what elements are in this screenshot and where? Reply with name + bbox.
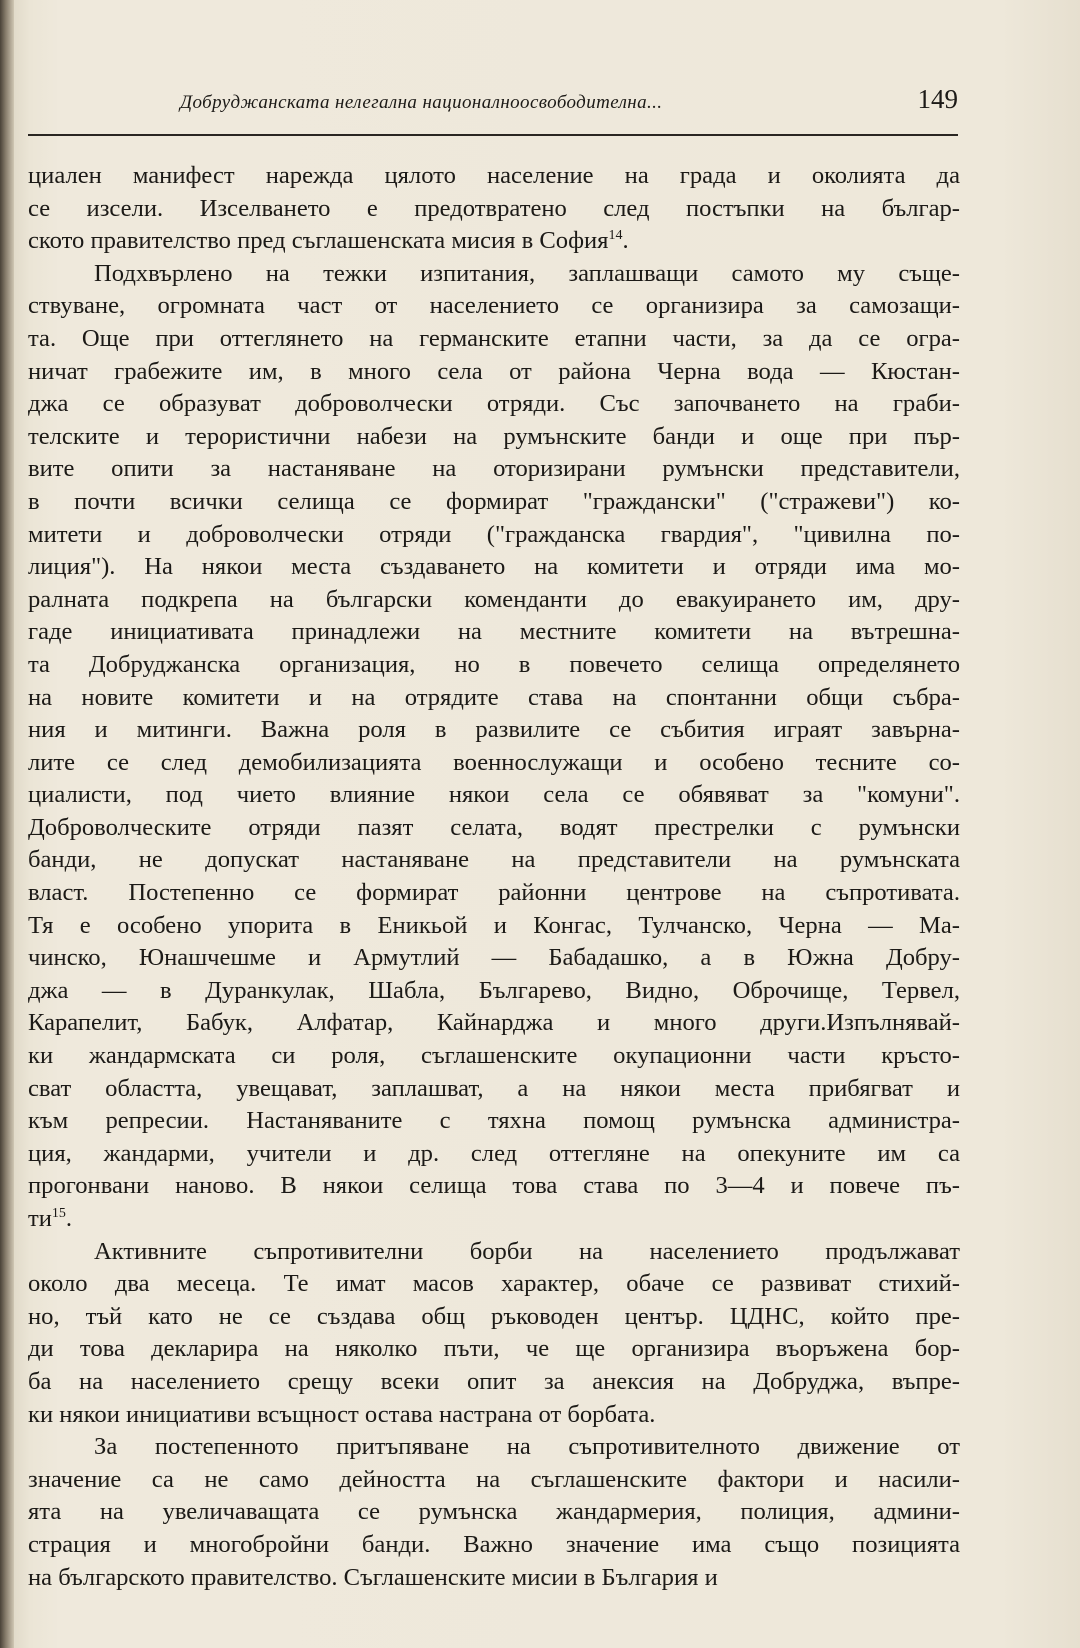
text-line: но, тъй като не се създава общ ръководен център. ЦДНС, който пре- <box>28 1302 960 1330</box>
text-line: $ти^{15}$. <box>28 1205 73 1232</box>
text-line: лиция"). На някои места създаването на комитети и отряди има мо- <box>28 553 960 581</box>
text-line: чинско, Юнашчешме и Армутлий — Бабадашко, а в Южна Добру- <box>28 944 960 972</box>
text-line: та. Още при оттеглянето на германските етапни части, за да се огра- <box>28 324 960 352</box>
text-line: прогонвани наново. В някои селища това става по 3—4 и повече пъ- <box>28 1172 960 1200</box>
text-line: циален манифест нарежда цялото население на града и околията да <box>28 162 960 189</box>
text-line: гаде инициативата принадлежи на местните комитети на вътрешна- <box>28 618 960 646</box>
book-binding-edge <box>0 0 14 1648</box>
text-line: ция, жандарми, учители и др. след оттегляне на опекуните им са <box>28 1139 960 1167</box>
text-line: телските и терористични набези на румънските банди и още при пър- <box>28 422 960 450</box>
text-line: вите опити за настаняване на оторизирани румънски представители, <box>28 455 960 483</box>
paragraph <box>28 1236 960 1432</box>
text-line: ния и митинги. Важна роля в развилите се събития играят завърна- <box>28 716 960 744</box>
text-line: власт. Постепенно се формират районни центрове на съпротивата. <box>28 879 960 907</box>
text-line: циалисти, под чието влияние някои села се обявяват за "комуни". <box>28 781 960 809</box>
text-line: Активните съпротивителни борби на населението продължават <box>94 1237 960 1265</box>
text-line: ди това декларира на няколко пъти, че ще организира въоръжена бор- <box>28 1335 960 1363</box>
sentence-end: . <box>622 227 629 255</box>
text-line: Доброволческите отряди пазят селата, водят престрелки с румънски <box>28 813 960 841</box>
text-line: ки някои инициативи всъщност остава настрана от борбата. <box>28 1400 656 1428</box>
text-line: ствуване, огромната част от населението се организира за самозащи- <box>28 292 960 320</box>
page-header <box>28 84 958 136</box>
paragraph <box>28 258 960 1236</box>
text-line: та Добруджанска организация, но в повечето селища определянето <box>28 650 960 678</box>
text-line: джа — в Дуранкулак, Шабла, Българево, Видно, Оброчище, Тервел, <box>28 976 960 1004</box>
text-line: на новите комитети и на отрядите става на спонтанни общи събра- <box>28 683 960 711</box>
text-line: сват областта, увещават, заплашват, а на някои места прибягват и <box>28 1074 960 1102</box>
paragraph <box>28 160 960 258</box>
text-line: към репресии. Настаняваните с тяхна помощ румънска администра- <box>28 1107 960 1135</box>
text-line: в почти всички селища се формират "граждански" ("стражеви") ко- <box>28 487 960 515</box>
text-line: ята на увеличаващата се румънска жандармерия, полиция, админи- <box>28 1498 960 1526</box>
text-line: Карапелит, Бабук, Алфатар, Кайнарджа и много други.Изпълнявай- <box>28 1009 960 1037</box>
sentence-end: . <box>65 1205 73 1232</box>
text-line: За постепенното притъпяване на съпротивителното движение от <box>94 1433 960 1461</box>
text-line: Подхвърлено на тежки изпитания, заплашващи самото му съще- <box>94 259 960 287</box>
header-rule <box>28 134 958 136</box>
text-line: страция и многобройни банди. Важно значение има също позицията <box>28 1530 960 1558</box>
text-line: на българското правителство. Съглашенските мисии в България и <box>28 1563 718 1591</box>
text-line: ничат грабежите им, в много села от района Черна вода — Кюстан- <box>28 357 960 385</box>
text-line: около два месеца. Те имат масов характер, обаче се развиват стихий- <box>28 1270 960 1298</box>
paragraph <box>28 1431 960 1594</box>
text-line: лите се след демобилизацията военнослужащи и особено тесните со- <box>28 748 960 776</box>
text-line: банди, не допускат настаняване на представители на румънската <box>28 846 960 874</box>
text-line: се изсели. Изселването е предотвратено след постъпки на българ- <box>28 194 960 222</box>
running-head: Добруджанската нелегална националноосвободителна... <box>180 92 663 113</box>
text-line: ралната подкрепа на български коменданти до евакуирането им, дру- <box>28 585 960 613</box>
text-line: митети и доброволчески отряди ("гражданска гвардия", "цивилна по- <box>28 520 960 548</box>
footnote-marker: 15 <box>51 1205 66 1221</box>
footnote-marker: 14 <box>608 228 623 243</box>
body-text <box>28 160 960 1594</box>
text-line: Тя е особено упорита в Еникьой и Конгас, Тулчанско, Черна — Ма- <box>28 911 960 939</box>
text-line: джа се образуват доброволчески отряди. Със започването на граби- <box>28 390 960 418</box>
page-number: 149 <box>917 84 958 114</box>
text-line: ското правителство пред съглашенската мисия в София$^{14}$. <box>28 227 629 255</box>
text-line: ки жандармската си роля, съглашенските окупационни части кръсто- <box>28 1042 960 1070</box>
text-line: ба на населението срещу всеки опит за анексия на Добруджа, въпре- <box>28 1367 960 1395</box>
text-line: значение са не само дейността на съглашенските фактори и насили- <box>28 1465 960 1493</box>
